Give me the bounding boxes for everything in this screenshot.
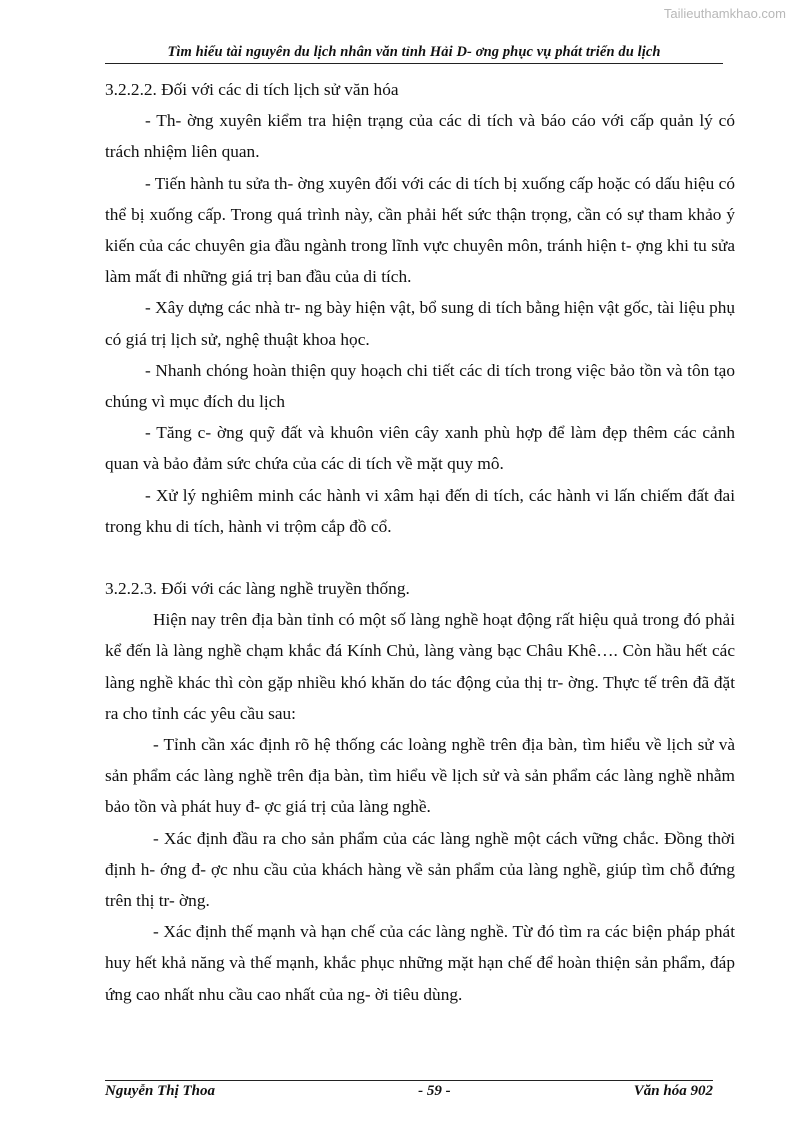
paragraph: - Nhanh chóng hoàn thiện quy hoạch chi tiết các di tích trong việc bảo tồn và tôn tạo chúng vì mục đích du lịch [105, 360, 735, 412]
running-header: Tìm hiểu tài nguyên du lịch nhân văn tỉnh Hải D- ơng phục vụ phát triển du lịch [105, 44, 723, 64]
watermark: Tailieuthamkhao.com [663, 6, 786, 21]
paragraph: - Xác định đầu ra cho sản phẩm của các làng nghề một cách vững chắc. Đồng thời định h- ớng đ- ợc nhu cầu của khách hàng về sản phẩm của làng nghề, giúp tìm chỗ đứng trên thị tr- ờng. [105, 828, 735, 911]
paragraph: - Tăng c- ờng quỹ đất và khuôn viên cây xanh phù hợp để làm đẹp thêm các cảnh quan và bảo đảm sức chứa của các di tích về mặt quy mô. [105, 423, 735, 474]
paragraph: - Tiến hành tu sửa th- ờng xuyên đối với các di tích bị xuống cấp hoặc có dấu hiệu có thể bị xuống cấp. Trong quá trình này, cần phải hết sức thận trọng, cần có sự tham khảo ý kiến của các chuyên gia đầu ngành trong lĩnh vực chuyên môn, tránh hiện t- ợng khi tu sửa làm mất đi những giá trị ban đầu của di tích. [105, 173, 735, 287]
footer-class: Văn hóa 902 [633, 1083, 713, 1099]
spacer [105, 542, 735, 573]
section-heading: 3.2.2.3. Đối với các làng nghề truyền thống. [105, 579, 410, 599]
paragraph: - Xác định thế mạnh và hạn chế của các làng nghề. Từ đó tìm ra các biện pháp phát huy hết khả năng và thế mạnh, khắc phục những mặt hạn chế để hoàn thiện sản phẩm, đáp ứng cao nhất nhu cầu cao nhất của ng- ời tiêu dùng. [105, 922, 735, 1004]
paragraph: - Tỉnh cần xác định rõ hệ thống các loàng nghề trên địa bàn, tìm hiểu về lịch sử và sản phẩm các làng nghề trên địa bàn, tìm hiểu về lịch sử và sản phẩm các làng nghề nhằm bảo tồn và phát huy đ- ợc giá trị của làng nghề. [105, 735, 735, 817]
paragraph: - Xây dựng các nhà tr- ng bày hiện vật, bổ sung di tích bằng hiện vật gốc, tài liệu phụ có giá trị lịch sử, nghệ thuật khoa học. [105, 298, 735, 349]
page-footer [105, 1080, 713, 1100]
page-number: - 59 - [418, 1083, 451, 1099]
page-body [105, 74, 735, 1010]
paragraph: - Th- ờng xuyên kiểm tra hiện trạng của các di tích và báo cáo với cấp quản lý có trách nhiệm liên quan. [105, 111, 735, 162]
section-heading: 3.2.2.2. Đối với các di tích lịch sử văn hóa [105, 80, 399, 99]
paragraph: Hiện nay trên địa bàn tỉnh có một số làng nghề hoạt động rất hiệu quả trong đó phải kể đến là làng nghề chạm khắc đá Kính Chủ, làng vàng bạc Châu Khê…. Còn hầu hết các làng nghề khác thì còn gặp nhiều khó khăn do tác động của thị tr- ờng. Thực tế trên đã đặt ra cho tỉnh các yêu cầu sau: [105, 610, 735, 723]
footer-author: Nguyễn Thị Thoa [105, 1083, 216, 1099]
paragraph: - Xử lý nghiêm minh các hành vi xâm hại đến di tích, các hành vi lấn chiếm đất đai trong khu di tích, hành vi trộm cắp đồ cổ. [105, 485, 735, 536]
